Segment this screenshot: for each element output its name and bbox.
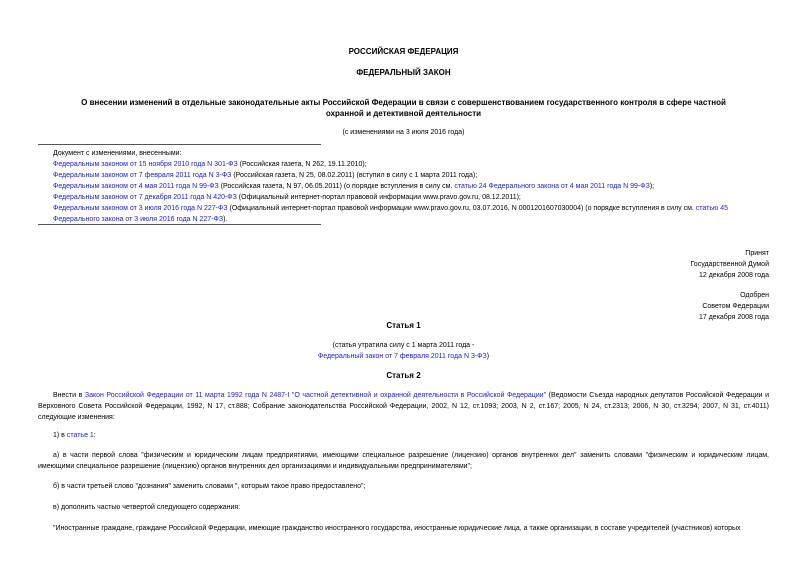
list-item	[38, 203, 769, 225]
change-text: (Российская газета, N 262, 19.11.2010);	[237, 161, 367, 168]
adopted-body: Государственной Думой	[690, 261, 769, 268]
changes-list	[38, 148, 769, 225]
article-1-note-text: (статья утратила силу с 1 марта 2011 года -	[332, 342, 475, 349]
law-kind-heading: ФЕДЕРАЛЬНЫЙ ЗАКОН	[356, 68, 451, 77]
country-heading: РОССИЙСКАЯ ФЕДЕРАЦИЯ	[348, 47, 459, 56]
divider-top	[38, 144, 321, 145]
change-text: (Российская газета, N 25, 08.02.2011) (вступил в силу с 1 марта 2011 года);	[231, 172, 478, 179]
change-text: (Официальный интернет-портал правовой информации www.pravo.gov.ru, 03.07.2016, N 0001201607030004) (о порядке вступления в силу см.	[227, 205, 696, 212]
article-1-heading: Статья 1	[386, 321, 421, 330]
law-title	[38, 97, 769, 119]
change-link[interactable]: Федеральным законом от 3 июля 2016 года N 227-ФЗ	[53, 205, 228, 212]
item-1	[38, 430, 769, 441]
document-page	[38, 0, 769, 571]
change-text-end: );	[649, 183, 655, 190]
subitem-a	[38, 450, 769, 472]
list-item	[38, 192, 769, 203]
article-1-note	[38, 340, 769, 362]
intro-pre: Внести в	[53, 392, 85, 399]
change-link[interactable]: Федеральным законом от 7 февраля 2011 года N 3-ФЗ	[53, 172, 232, 179]
adopted-label: Принят	[745, 250, 769, 257]
subitem-b	[38, 481, 769, 492]
change-link-secondary[interactable]: статью 45 Федерального закона от 3 июля 2016 года N 227-ФЗ	[53, 205, 728, 223]
item-1-pre: 1) в	[53, 432, 67, 439]
law-title-line2: охранной и детективной деятельности	[325, 109, 482, 118]
list-item	[38, 159, 769, 170]
subitem-c	[38, 502, 769, 513]
article-2-heading: Статья 2	[386, 371, 421, 380]
intro-rest: (Ведомости Съезда народных депутатов Российской Федерации и Верховного Совета Российской Федерации, 1992, N 17, ст.888; Собрание законодательства Российской Федерации, 2002, N 12, ст.1093; 2003, N 2, ст.167; 2005, N 24, ст.2313; 2006, N 30, ст.3294; 2007, N 31, ст.4011) следующие изменения:	[38, 392, 770, 421]
list-item	[38, 170, 769, 181]
subitem-b-text: б) в части третьей слово "дознания" заменить словами ", которым такое право предоставлено";	[53, 483, 366, 490]
subitem-a-text: а) в части первой слова "физическим и юридическим лицам предприятиями, имеющими специальное разрешение (лицензию) органов внутренних дел" заменить словами "физическим и юридическим лицам, имеющими специальное разрешение (лицензию) органов внутренних дел организациями и индивидуальными предпринимателями";	[38, 452, 769, 470]
change-link-secondary[interactable]: статью 24 Федерального закона от 4 мая 2011 года N 99-ФЗ	[454, 183, 650, 190]
subitem-c-text: в) дополнить частью четвертой следующего содержания:	[53, 504, 241, 511]
item-1-end: :	[93, 432, 96, 439]
quoted-paragraph	[38, 523, 769, 534]
change-link[interactable]: Федеральным законом от 7 декабря 2011 года N 420-ФЗ	[53, 194, 237, 201]
law-title-line1: О внесении изменений в отдельные законодательные акты Российской Федерации в связи с совершенствованием государственного контроля в сфере частной	[81, 98, 726, 107]
amended-note: (с изменениями на 3 июля 2016 года)	[342, 129, 465, 136]
approved-date: 17 декабря 2008 года	[698, 314, 769, 321]
change-text: (Официальный интернет-портал правовой информации www.pravo.gov.ru, 08.12.2011);	[236, 194, 521, 201]
adopted-date: 12 декабря 2008 года	[698, 272, 769, 279]
approved-label: Одобрен	[740, 292, 769, 299]
article-1-link[interactable]: статье 1	[66, 432, 94, 439]
change-text: (Российская газета, N 97, 06.05.2011) (о порядке вступления в силу см.	[218, 183, 455, 190]
quoted-paragraph-text: "Иностранные граждане, граждане Российской Федерации, имеющие гражданство иностранного государства, иностранные юридические лица, а также организации, в составе учредителей (участников) которых	[53, 525, 741, 532]
adopted-block	[569, 248, 769, 281]
article-1-note-ref	[38, 351, 769, 362]
approved-block	[569, 290, 769, 323]
change-text-end: ).	[223, 216, 228, 223]
change-link[interactable]: Федеральным законом от 4 мая 2011 года N 99-ФЗ	[53, 183, 219, 190]
approved-body: Советом Федерации	[702, 303, 769, 310]
law-reference-link[interactable]: Закон Российской Федерации от 11 марта 1992 года N 2487-I "О частной детективной и охранной деятельности в Российской Федерации"	[84, 392, 547, 399]
article-2-intro	[38, 390, 769, 423]
divider-bottom	[38, 224, 321, 225]
change-link[interactable]: Федеральным законом от 15 ноября 2010 года N 301-ФЗ	[53, 161, 238, 168]
list-item	[38, 181, 769, 192]
article-1-note-link[interactable]: Федеральный закон от 7 февраля 2011 года N 3-ФЗ	[317, 353, 487, 360]
article-1-note-end: )	[486, 353, 490, 360]
changes-intro: Документ с изменениями, внесенными:	[53, 150, 182, 157]
